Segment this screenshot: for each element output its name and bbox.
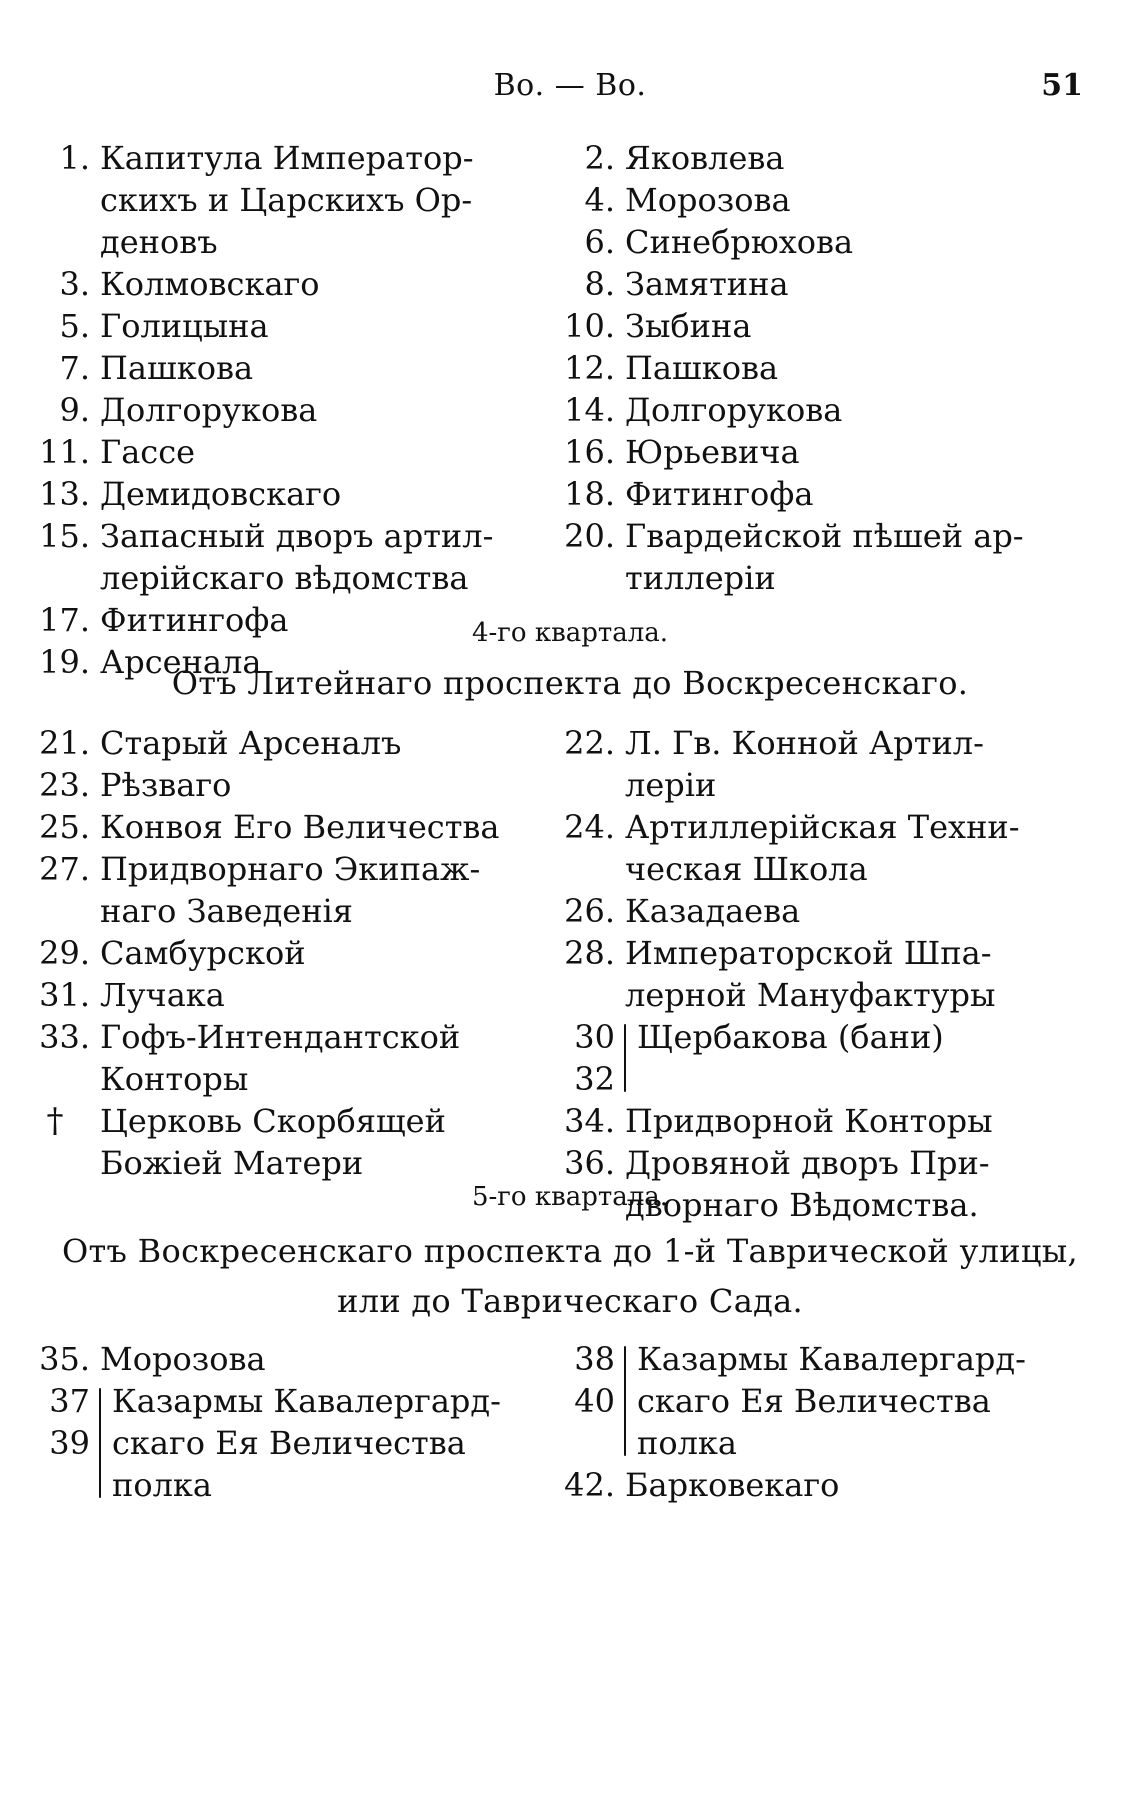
entry-text: Запасный дворъ артил- (100, 517, 494, 555)
entry-text: Конвоя Его Величества (100, 808, 500, 846)
entry-number: 28. (564, 934, 615, 972)
entry-number: 33. (39, 1018, 90, 1056)
entry-number: 7. (59, 349, 90, 387)
entry-first-line (20, 974, 540, 1016)
entry-first-line (545, 806, 1105, 848)
block1-left-column (20, 137, 540, 683)
entry-number: 35. (39, 1340, 90, 1378)
list-item (20, 722, 540, 764)
entry-text (633, 1016, 944, 1100)
entry-text: Придворнаго Экипаж- (100, 850, 481, 888)
entry-text: Голицына (100, 307, 269, 345)
brace-line (624, 1346, 626, 1456)
entry-number: 8. (584, 265, 615, 303)
running-header: Во. — Во. (493, 68, 647, 103)
entry-number: 16. (564, 433, 615, 471)
list-item (20, 1380, 540, 1506)
grouped-entry (20, 1380, 540, 1506)
list-item (20, 305, 540, 347)
entry-first-line (545, 347, 1105, 389)
entry-number: 20. (564, 517, 615, 555)
entry-text: Самбурской (100, 934, 306, 972)
list-item (20, 263, 540, 305)
list-item (20, 137, 540, 263)
list-item (545, 1338, 1105, 1464)
entry-numbers (545, 1016, 617, 1100)
list-item (20, 806, 540, 848)
quarter-4-heading: 4-го квартала. (471, 618, 669, 648)
entry-number: 6. (584, 223, 615, 261)
list-item (20, 974, 540, 1016)
grouped-entry (545, 1016, 1105, 1100)
entry-number: 24. (564, 808, 615, 846)
entry-number: 14. (564, 391, 615, 429)
entry-first-line (545, 179, 1105, 221)
entry-number: 13. (39, 475, 90, 513)
entry-text: Пашкова (100, 349, 254, 387)
quarter-5-heading: 5-го квартала. (471, 1182, 669, 1212)
entry-text: Фитингофа (625, 475, 814, 513)
quarter-5-subtitle-line2: или до Таврическаго Сада. (337, 1282, 803, 1320)
entry-number: 37 (49, 1382, 90, 1420)
entry-continuation: Конторы (100, 1060, 249, 1098)
list-item (545, 221, 1105, 263)
entry-number: 5. (59, 307, 90, 345)
block2-right-column (545, 722, 1105, 1226)
entry-text: Пашкова (625, 349, 779, 387)
quarter-4-subtitle: Отъ Литейнаго проспекта до Воскресенскаго. (171, 664, 969, 702)
entry-first-line (20, 515, 540, 557)
block3-left-column (20, 1338, 540, 1506)
entry-continuation: тиллеріи (625, 559, 776, 597)
entry-number: 36. (564, 1144, 615, 1182)
entry-line: полка (637, 1424, 737, 1462)
entry-first-line (20, 305, 540, 347)
entry-first-line (545, 431, 1105, 473)
entry-continuation: лерійскаго вѣдомства (100, 559, 469, 597)
entry-number: 29. (39, 934, 90, 972)
entry-first-line (545, 722, 1105, 764)
list-item (545, 806, 1105, 890)
church-cross-icon: † (46, 1101, 64, 1141)
entry-text: Рѣзваго (100, 766, 232, 804)
entry-text: Синебрюхова (625, 223, 854, 261)
entry-number: 2. (584, 139, 615, 177)
block3-right-column (545, 1338, 1105, 1506)
entry-first-line (20, 431, 540, 473)
entry-line: Щербакова (бани) (637, 1018, 944, 1056)
entry-first-line (545, 515, 1105, 557)
entry-continuation: лерной Мануфактуры (625, 976, 996, 1014)
entry-number: 40 (574, 1382, 615, 1420)
entry-text: Арсенала (100, 643, 262, 681)
entry-first-line (545, 221, 1105, 263)
brace-line (624, 1024, 626, 1092)
entry-continuation: дворнаго Вѣдомства. (625, 1186, 979, 1224)
list-item (20, 515, 540, 599)
list-item (545, 263, 1105, 305)
brace-mark (617, 1338, 633, 1464)
entry-number: 11. (39, 433, 90, 471)
entry-line: Казармы Кавалергард- (637, 1340, 1026, 1378)
entry-number: 19. (39, 643, 90, 681)
entry-first-line (545, 389, 1105, 431)
entry-number: 25. (39, 808, 90, 846)
entry-number: 30 (574, 1018, 615, 1056)
entry-text: Барковекаго (625, 1466, 840, 1504)
entry-text: Императорской Шпа- (625, 934, 992, 972)
entry-first-line (20, 347, 540, 389)
entry-number: 21. (39, 724, 90, 762)
entry-first-line (20, 1100, 540, 1142)
entry-first-line (20, 137, 540, 179)
entry-text: Капитула Император- (100, 139, 474, 177)
entry-continuation: деновъ (100, 223, 218, 261)
entry-text: Л. Гв. Конной Артил- (625, 724, 984, 762)
entry-number: 10. (564, 307, 615, 345)
list-item (545, 389, 1105, 431)
list-item (545, 1016, 1105, 1100)
list-item (20, 1016, 540, 1100)
entry-line: скаго Ея Величества (637, 1382, 991, 1420)
entry-text: Колмовскаго (100, 265, 320, 303)
entry-text: Гвардейской пѣшей ар- (625, 517, 1024, 555)
brace-mark (92, 1380, 108, 1506)
entry-text: Дровяной дворъ При- (625, 1144, 990, 1182)
entry-number: 4. (584, 181, 615, 219)
entry-first-line (20, 473, 540, 515)
entry-continuation: ческая Школа (625, 850, 868, 888)
entry-text: Яковлева (625, 139, 785, 177)
quarter-5-subtitle-line1: Отъ Воскресенскаго проспекта до 1-й Таврической улицы, (62, 1232, 1078, 1270)
entry-first-line (545, 1142, 1105, 1184)
entry-first-line (20, 848, 540, 890)
entry-first-line (20, 263, 540, 305)
list-item (545, 1100, 1105, 1142)
entry-number: 3. (59, 265, 90, 303)
entry-number: 23. (39, 766, 90, 804)
entry-text: Зыбина (625, 307, 752, 345)
list-item (20, 347, 540, 389)
brace-mark (617, 1016, 633, 1100)
entry-first-line (545, 1100, 1105, 1142)
entry-text (108, 1380, 501, 1506)
entry-continuation: наго Заведенія (100, 892, 353, 930)
list-item (545, 1464, 1105, 1506)
entry-line: Казармы Кавалергард- (112, 1382, 501, 1420)
entry-number: 42. (564, 1466, 615, 1504)
entry-text: Долгорукова (100, 391, 318, 429)
block2-left-column (20, 722, 540, 1184)
entry-text: Придворной Конторы (625, 1102, 993, 1140)
entry-number: 34. (564, 1102, 615, 1140)
entry-text: Церковь Скорбящей (100, 1102, 446, 1140)
entry-text: Старый Арсеналъ (100, 724, 402, 762)
page-number: 51 (1041, 68, 1083, 103)
list-item (545, 932, 1105, 1016)
list-item (20, 932, 540, 974)
entry-first-line (20, 806, 540, 848)
entry-text: Казадаева (625, 892, 801, 930)
entry-number: 27. (39, 850, 90, 888)
entry-first-line (20, 1338, 540, 1380)
entry-number: 17. (39, 601, 90, 639)
entry-text: Артиллерійская Техни- (625, 808, 1020, 846)
list-item (545, 515, 1105, 599)
list-item (20, 1338, 540, 1380)
entry-continuation: скихъ и Царскихъ Ор- (100, 181, 473, 219)
entry-number: 9. (59, 391, 90, 429)
entry-first-line (20, 1016, 540, 1058)
entry-text: Морозова (100, 1340, 266, 1378)
entry-first-line (545, 1464, 1105, 1506)
entry-numbers (545, 1338, 617, 1464)
entry-first-line (20, 764, 540, 806)
entry-text (633, 1338, 1026, 1464)
grouped-entry (545, 1338, 1105, 1464)
entry-first-line (20, 932, 540, 974)
entry-first-line (20, 389, 540, 431)
entry-first-line (545, 305, 1105, 347)
entry-number: 12. (564, 349, 615, 387)
entry-first-line (545, 263, 1105, 305)
list-item (545, 347, 1105, 389)
entry-line: скаго Ея Величества (112, 1424, 466, 1462)
entry-text: Юрьевича (625, 433, 800, 471)
entry-number: 1. (59, 139, 90, 177)
list-item (545, 722, 1105, 806)
entry-text: Гофъ-Интендантской (100, 1018, 461, 1056)
entry-text: Морозова (625, 181, 791, 219)
list-item (545, 137, 1105, 179)
list-item (545, 305, 1105, 347)
entry-text: Демидовскаго (100, 475, 342, 513)
entry-number: 31. (39, 976, 90, 1014)
entry-number: 26. (564, 892, 615, 930)
list-item (545, 431, 1105, 473)
entry-continuation: леріи (625, 766, 717, 804)
list-item (20, 1100, 540, 1184)
entry-line: полка (112, 1466, 212, 1504)
list-item (545, 473, 1105, 515)
list-item (20, 473, 540, 515)
entry-text: Долгорукова (625, 391, 843, 429)
entry-number: 22. (564, 724, 615, 762)
entry-numbers (20, 1380, 92, 1506)
block1-right-column (545, 137, 1105, 599)
list-item (20, 431, 540, 473)
entry-first-line (20, 722, 540, 764)
brace-line (99, 1388, 101, 1498)
entry-text: Замятина (625, 265, 789, 303)
entry-first-line (545, 932, 1105, 974)
list-item (20, 389, 540, 431)
entry-number: 15. (39, 517, 90, 555)
entry-text: Гассе (100, 433, 196, 471)
entry-number: 38 (574, 1340, 615, 1378)
entry-number: 39 (49, 1424, 90, 1462)
list-item (20, 848, 540, 932)
entry-text: Фитингофа (100, 601, 289, 639)
entry-number: 18. (564, 475, 615, 513)
entry-continuation: Божіей Матери (100, 1144, 364, 1182)
list-item (545, 179, 1105, 221)
entry-number: 32 (574, 1060, 615, 1098)
list-item (20, 764, 540, 806)
entry-first-line (545, 473, 1105, 515)
entry-text: Лучака (100, 976, 225, 1014)
entry-first-line (545, 890, 1105, 932)
entry-first-line (545, 137, 1105, 179)
list-item (545, 890, 1105, 932)
